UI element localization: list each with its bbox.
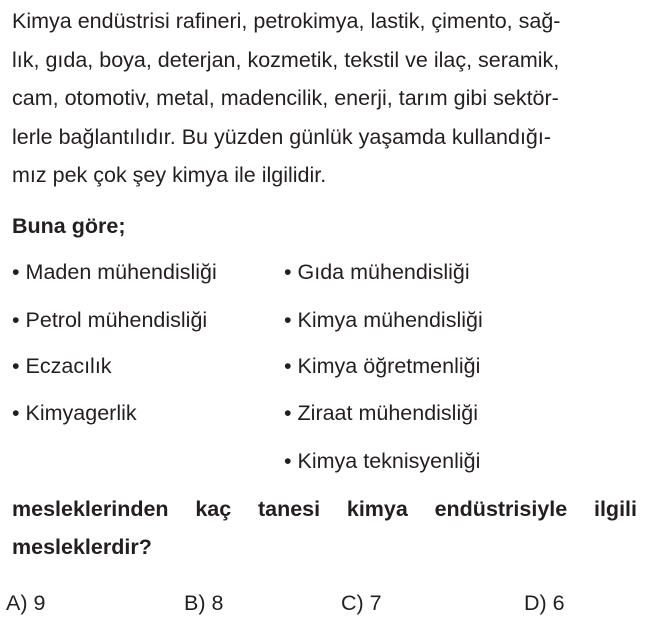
option-c[interactable]: C) 7 [341, 591, 382, 615]
profession-item [284, 351, 480, 381]
profession-label: Kimya mühendisliği [297, 308, 483, 332]
passage-line: lık, gıda, boya, deterjan, kozmetik, tekstil ve ilaç, seramik, [12, 47, 560, 72]
bullet-icon: • [284, 449, 292, 473]
profession-item [284, 446, 480, 476]
bullet-icon: • [12, 260, 20, 284]
passage-line: lerle bağlantılıdır. Bu yüzden günlük yaşamda kullandığı- [12, 124, 552, 149]
profession-label: Petrol mühendisliği [25, 308, 208, 332]
bullet-icon: • [284, 260, 292, 284]
intro-heading: Buna göre; [12, 214, 126, 238]
profession-label: Kimya teknisyenliği [297, 449, 481, 473]
bullet-icon: • [12, 401, 20, 425]
bullet-icon: • [284, 401, 292, 425]
passage-line: mız pek çok şey kimya ile ilgilidir. [12, 163, 327, 187]
profession-item [12, 257, 217, 287]
profession-item [12, 305, 207, 335]
profession-label: Ziraat mühendisliği [297, 401, 478, 425]
profession-label: Kimyagerlik [25, 401, 137, 425]
bullet-icon: • [284, 308, 292, 332]
passage-line: Kimya endüstrisi rafineri, petrokimya, lastik, çimento, sağ- [12, 9, 561, 33]
profession-item [284, 257, 470, 287]
passage-line: cam, otomotiv, metal, madencilik, enerji, tarım gibi sektör- [12, 86, 559, 110]
passage-paragraph [12, 2, 637, 195]
question-line: mesleklerinden kaç tanesi kimya endüstrisiyle ilgili [12, 497, 637, 521]
option-d[interactable]: D) 6 [524, 591, 565, 615]
profession-label: Gıda mühendisliği [297, 260, 470, 284]
bullet-icon: • [12, 308, 20, 332]
question-stem [12, 490, 637, 566]
profession-item [284, 305, 483, 335]
profession-label: Maden mühendisliği [25, 260, 217, 284]
option-b[interactable]: B) 8 [184, 591, 224, 615]
profession-item [12, 398, 137, 428]
bullet-icon: • [12, 354, 20, 378]
profession-label: Kimya öğretmenliği [297, 354, 481, 378]
option-a[interactable]: A) 9 [6, 591, 46, 615]
profession-item [12, 351, 112, 381]
profession-item [284, 398, 478, 428]
question-line: mesleklerdir? [12, 535, 152, 559]
profession-label: Eczacılık [25, 354, 112, 378]
bullet-icon: • [284, 354, 292, 378]
